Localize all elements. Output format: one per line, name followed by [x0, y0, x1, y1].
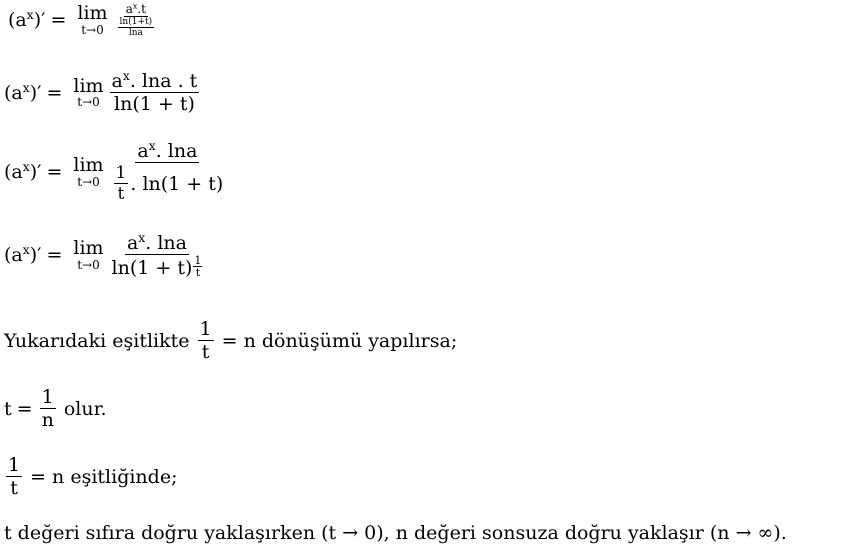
fraction-1-over-t: $\frac{1}{t}$	[8, 454, 21, 499]
limit-operator: lim t→0	[73, 237, 104, 273]
equals-sign: =	[46, 161, 63, 183]
inner-fraction: $\frac{\ln(1+t)}{\ln a}$	[119, 17, 153, 38]
equals-sign: =	[46, 244, 63, 267]
denominator: ln(1 + t)	[114, 93, 195, 115]
denominator: $\frac{1}{t}$ . ln(1 + t)	[115, 163, 224, 204]
fraction-1-over-t: $\frac{1}{t}$	[199, 318, 212, 363]
fraction	[110, 140, 226, 204]
lhs: $(a^x)'$	[8, 8, 46, 31]
equals-sign: =	[46, 81, 63, 104]
fraction	[114, 2, 159, 38]
text-line-substitution: Yukarıdaki eşitlikte $\frac{1}{t}$ = n dönüşümü yapılırsa;	[4, 318, 458, 363]
lhs: $(a^x)'$	[4, 243, 42, 267]
limit-operator: lim t→0	[73, 154, 104, 189]
text-line-equality: $\frac{1}{t}$ = n eşitliğinde;	[8, 454, 178, 499]
inner-fraction: $\frac{1}{t}$	[115, 163, 127, 204]
equation-4	[4, 232, 206, 279]
numerator: $a^x$. lna	[137, 139, 198, 162]
fraction	[110, 70, 200, 115]
limit-operator: lim t→0	[73, 74, 104, 110]
exponent-fraction: $\frac{1}{t}$	[194, 254, 202, 279]
limit-operator: lim t→0	[77, 2, 108, 37]
lhs: $(a^x)'$	[4, 160, 42, 183]
equation-3	[4, 140, 227, 204]
fraction	[110, 232, 205, 279]
equation-2	[4, 70, 201, 115]
numerator: $a^x.t$	[125, 1, 146, 16]
equals-sign: =	[50, 9, 67, 31]
fraction-1-over-n: $\frac{1}{n}$	[41, 386, 54, 431]
denominator	[114, 17, 159, 38]
numerator: $a^x$. lna . t	[111, 69, 198, 92]
equation-1	[8, 2, 160, 38]
lhs: $(a^x)'$	[4, 80, 42, 104]
denominator: ln(1 + t) $\frac{1}{t}$	[111, 254, 202, 279]
text-line-limit-explanation: t değeri sıfıra doğru yaklaşırken (t → 0), n değeri sonsuza doğru yaklaşır (n → ∞).	[4, 522, 787, 544]
numerator: $a^x$. lna	[126, 231, 187, 254]
text-line-t-equals: t = $\frac{1}{n}$ olur.	[4, 386, 107, 431]
